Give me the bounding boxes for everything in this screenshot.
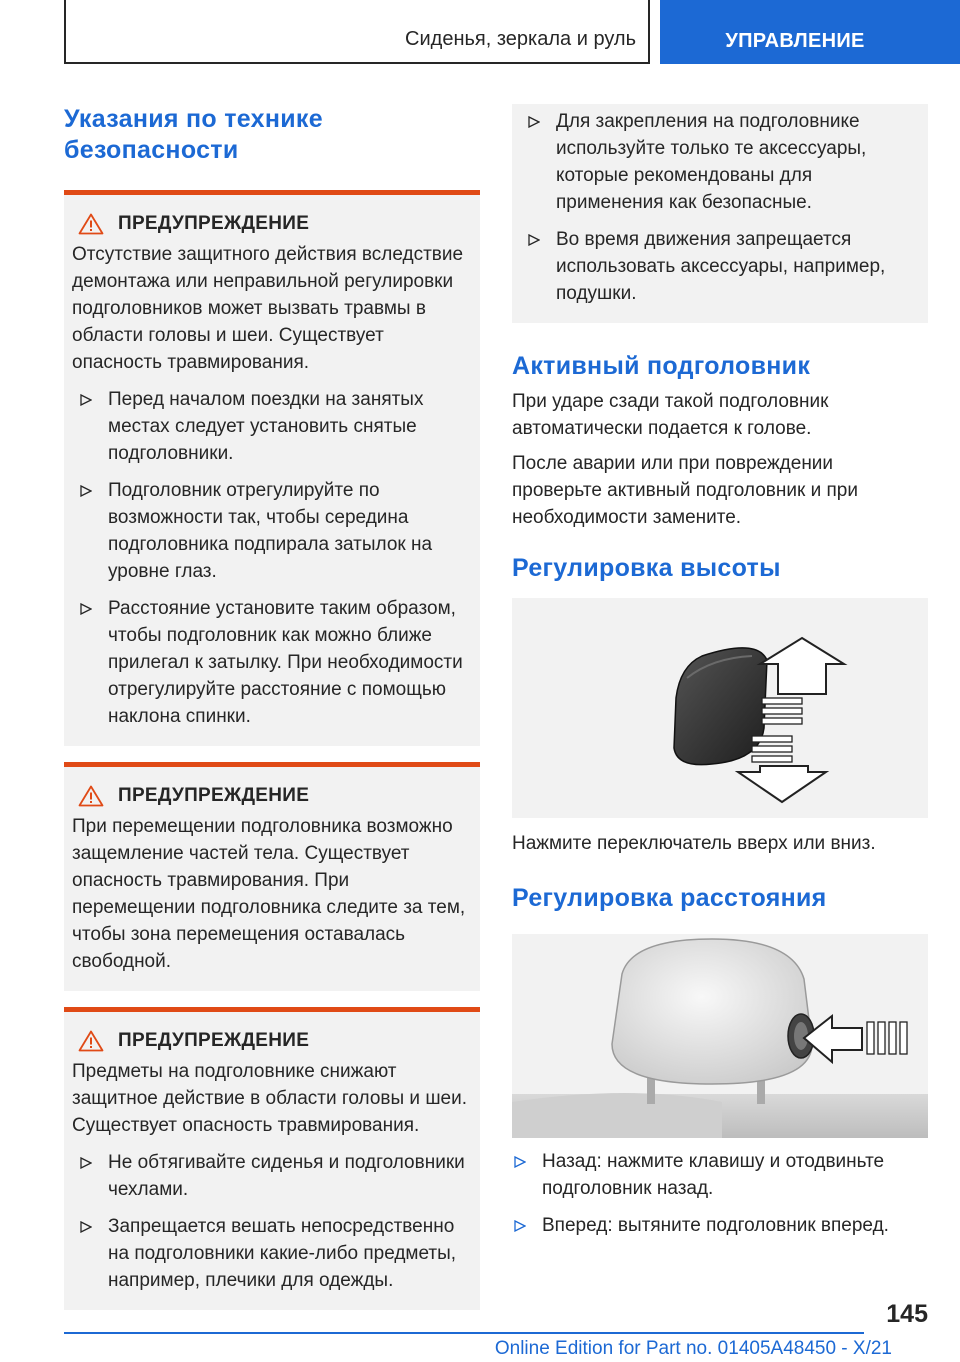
- list-item: [520, 108, 920, 216]
- triangle-bullet-icon: [80, 603, 92, 615]
- left-column: [64, 104, 480, 1310]
- list-item: [72, 1213, 472, 1294]
- header-chapter-tab: [660, 0, 960, 64]
- headrest-illustration: [512, 934, 928, 1138]
- list-item: [72, 595, 472, 730]
- warning-box-3: [64, 1007, 480, 1310]
- warning-head: [72, 785, 472, 807]
- list-item: [512, 1148, 928, 1202]
- warning-list: [72, 386, 472, 730]
- height-adjust-title: Регулировка высоты: [512, 554, 781, 582]
- list-item-text: Не обтягивайте сиденья и подголовники чехлами.: [108, 1152, 465, 1200]
- warning-head: [72, 1030, 472, 1052]
- active-headrest-text-1: При ударе сзади такой подголовник автоматически подается к голове.: [512, 391, 829, 439]
- warning-triangle-icon: [78, 785, 104, 807]
- triangle-bullet-icon: [528, 116, 540, 128]
- distance-headrest-figure: [512, 934, 928, 1138]
- distance-adjust-list: [512, 1148, 928, 1239]
- right-column: [512, 104, 928, 1239]
- list-item-text: Расстояние установите таким образом, чтобы подголовник как можно ближе прилегал к затылку. При необходимости отрегулируйте расстояние с помощью наклона спинки.: [108, 598, 463, 727]
- distance-adjust-title: Регулировка расстояния: [512, 884, 827, 912]
- height-switch-illustration: [512, 598, 928, 818]
- list-item-text: Для закрепления на подголовнике используйте только те аксессуары, которые рекомендованы для применения как безопасные.: [556, 111, 867, 213]
- header-section-title: Сиденья, зеркала и руль: [405, 28, 636, 50]
- warning-text: При перемещении подголовника возможно защемление частей тела. Существует опасность травмирования. При перемещении подголовника следите за тем, чтобы зона перемещения оставалась свободной.: [72, 816, 466, 972]
- warning-text: Предметы на подголовнике снижают защитное действие в области головы и шеи. Существует опасность травмирования.: [72, 1061, 468, 1136]
- list-item-text: Во время движения запрещается использовать аксессуары, например, подушки.: [556, 229, 886, 304]
- warning-text: Отсутствие защитного действия вследствие демонтажа или неправильной регулировки подголовников может вызвать травмы в области головы и шеи. Существует опасность травмирования.: [72, 244, 464, 373]
- warning-box-1: [64, 190, 480, 746]
- footer-edition: Online Edition for Part no. 01405A48450 - X/21: [494, 1338, 892, 1359]
- triangle-bullet-icon: [80, 394, 92, 406]
- triangle-bullet-icon: [80, 1221, 92, 1233]
- list-item-text: Запрещается вешать непосредственно на подголовники какие-либо предметы, например, плечики для одежды.: [108, 1216, 457, 1291]
- list-item-text: Перед началом поездки на занятых местах следует установить снятые подголовники.: [108, 389, 424, 464]
- header-chapter-label: УПРАВЛЕНИЕ: [725, 30, 865, 52]
- list-item-text: Назад: нажмите клавишу и отодвиньте подголовник назад.: [542, 1151, 885, 1199]
- active-headrest-title: Активный подголовник: [512, 352, 811, 380]
- triangle-bullet-icon: [80, 485, 92, 497]
- list-item: [72, 477, 472, 585]
- warning-label: ПРЕДУПРЕЖДЕНИЕ: [118, 785, 310, 806]
- warning-label: ПРЕДУПРЕЖДЕНИЕ: [118, 213, 310, 234]
- list-item-text: Вперед: вытяните подголовник вперед.: [542, 1215, 889, 1236]
- page-number: 145: [886, 1300, 928, 1328]
- list-item: [72, 386, 472, 467]
- list-item: [520, 226, 920, 307]
- triangle-bullet-icon: [80, 1157, 92, 1169]
- warning-triangle-icon: [78, 213, 104, 235]
- warning-triangle-icon: [78, 1030, 104, 1052]
- list-item: [72, 1149, 472, 1203]
- warning-box-2: [64, 762, 480, 991]
- triangle-bullet-icon: [528, 234, 540, 246]
- height-switch-figure: [512, 598, 928, 818]
- safety-title: Указания по технике безопасности: [64, 105, 323, 164]
- list-item: [512, 1212, 928, 1239]
- warning-label: ПРЕДУПРЕЖДЕНИЕ: [118, 1030, 310, 1051]
- active-headrest-text-2: После аварии или при повреждении проверьте активный подголовник и при необходимости замените.: [512, 453, 858, 528]
- warning-continuation: [512, 104, 928, 323]
- height-adjust-caption: Нажмите переключатель вверх или вниз.: [512, 833, 876, 854]
- warning-head: [72, 213, 472, 235]
- footer-divider: [64, 1332, 864, 1334]
- warning-list: [520, 108, 920, 307]
- list-item-text: Подголовник отрегулируйте по возможности так, чтобы середина подголовника подпирала затылок на уровне глаз.: [108, 480, 433, 582]
- triangle-bullet-icon: [514, 1156, 526, 1168]
- triangle-bullet-icon: [514, 1220, 526, 1232]
- warning-list: [72, 1149, 472, 1294]
